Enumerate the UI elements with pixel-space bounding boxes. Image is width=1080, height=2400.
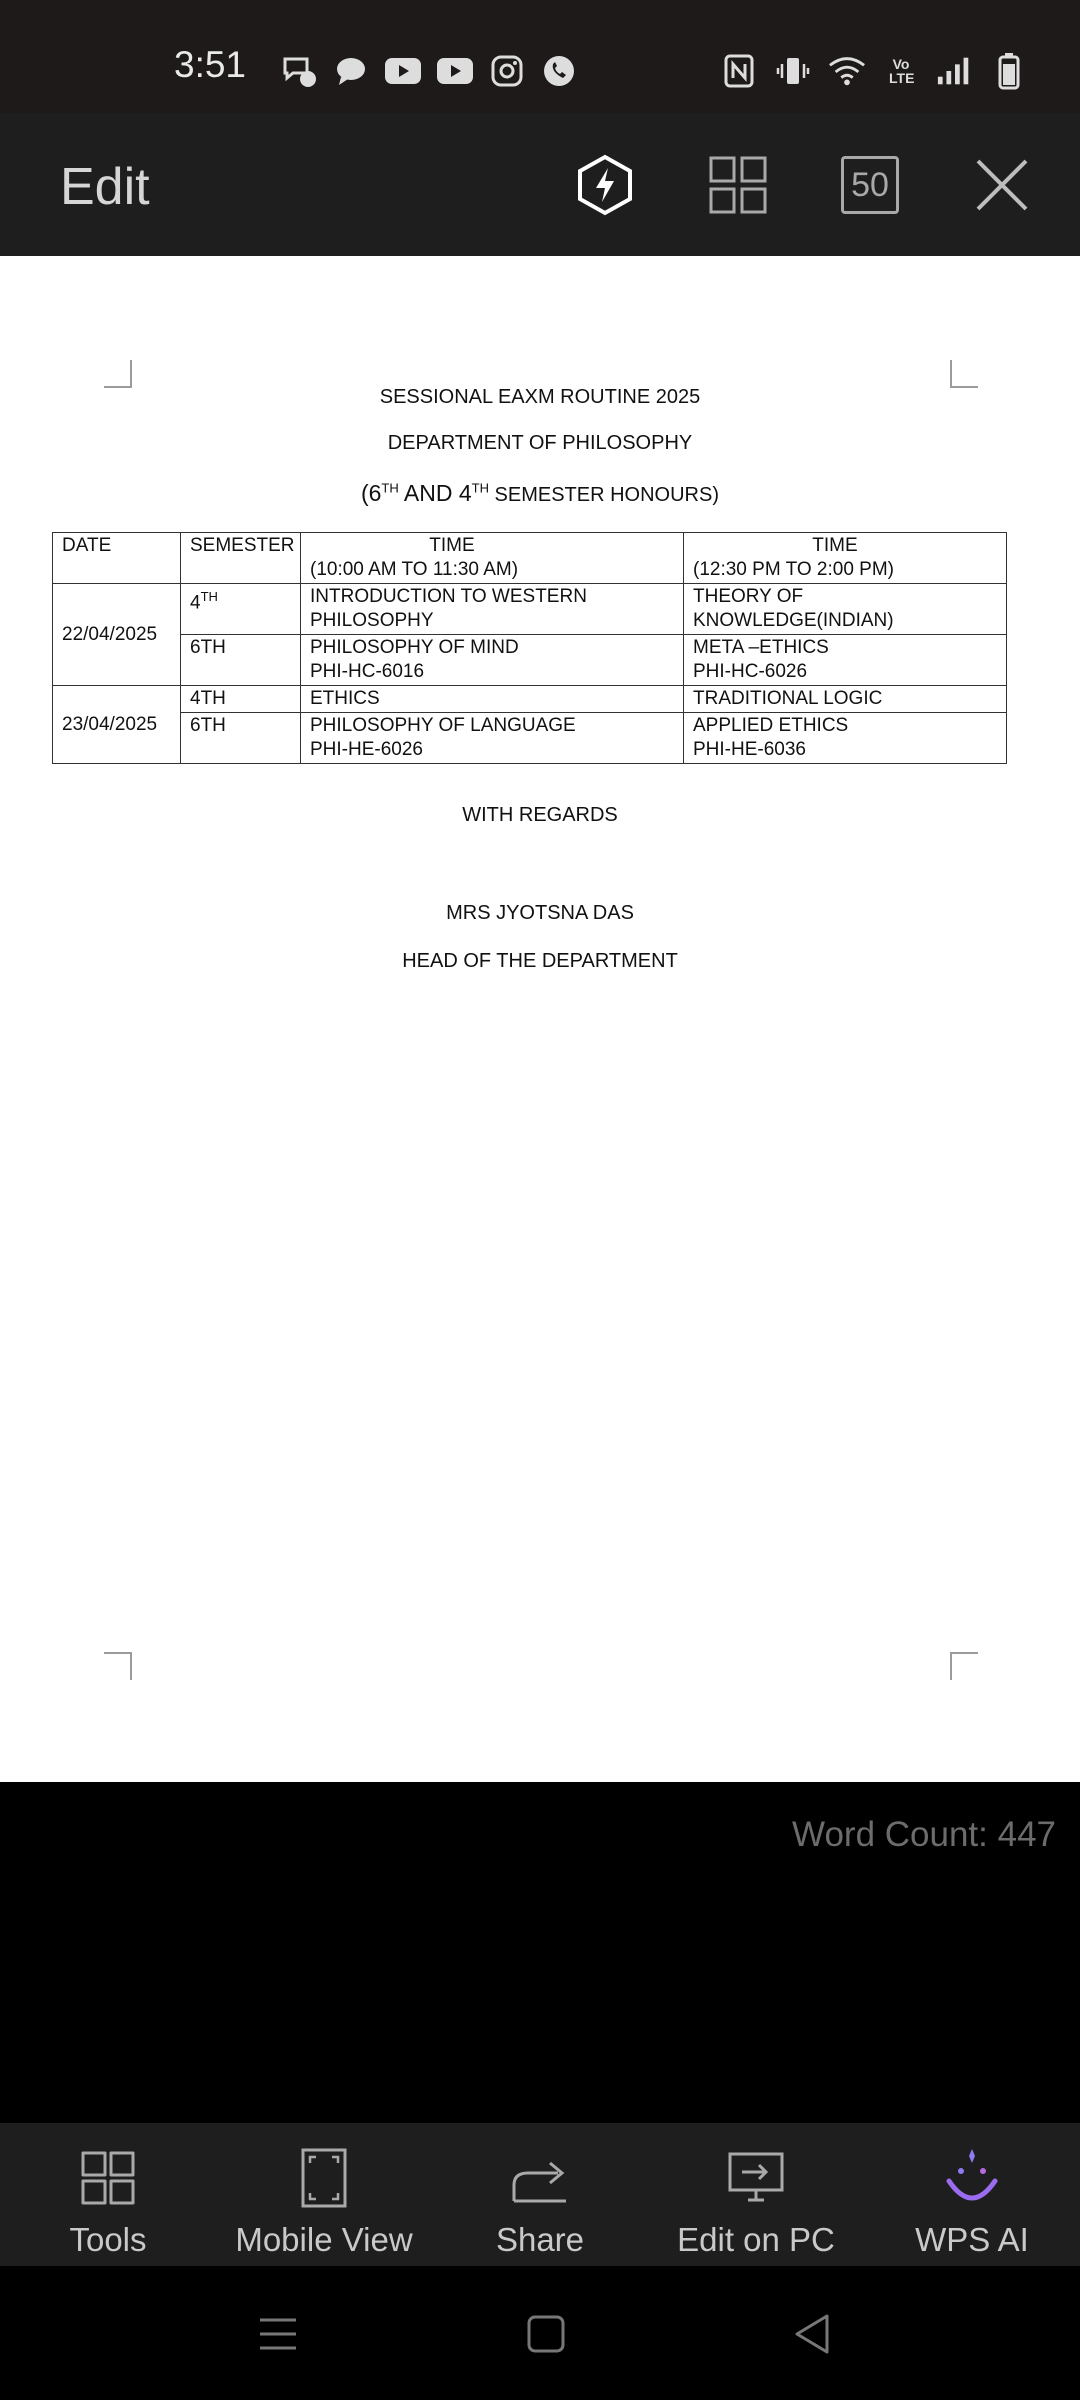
date-cell: 23/04/2025 <box>53 686 181 764</box>
doc-heading-department: DEPARTMENT OF PHILOSOPHY <box>387 432 693 454</box>
messenger-icon <box>280 52 318 90</box>
back-icon[interactable] <box>786 2308 838 2360</box>
tools-label: Tools <box>69 2221 147 2258</box>
doc-regards: WITH REGARDS <box>462 804 618 826</box>
table-header-row <box>53 533 1007 584</box>
signal-icon <box>936 52 974 90</box>
wps-ai-icon <box>937 2143 1007 2213</box>
status-time: 3:51 <box>174 44 247 85</box>
edit-on-pc-icon <box>721 2143 791 2213</box>
doc-heading-semesters: (6TH AND 4TH SEMESTER HONOURS) <box>360 480 720 506</box>
navigation-bar <box>0 2266 1080 2400</box>
table-row <box>53 713 1007 764</box>
menu-icon[interactable] <box>252 2308 304 2360</box>
bottom-toolbar <box>0 2123 1080 2266</box>
slot-morning-cell: PHILOSOPHY OF MIND PHI-HC-6016 <box>301 635 684 686</box>
volte-icon: Vo LTE <box>889 56 915 86</box>
tools-icon <box>73 2143 143 2213</box>
table-row <box>53 584 1007 635</box>
instagram-icon <box>488 52 526 90</box>
semester-cell: 6TH <box>181 635 301 686</box>
page-corner-mark <box>950 360 978 388</box>
word-count: Word Count: 447 <box>792 1815 1056 1854</box>
date-cell: 22/04/2025 <box>53 584 181 686</box>
grid-icon[interactable] <box>702 149 774 221</box>
semester-cell: 4TH <box>181 686 301 713</box>
app-bar <box>0 113 1080 256</box>
doc-designation: HEAD OF THE DEPARTMENT <box>402 950 678 972</box>
share-label: Share <box>495 2221 585 2258</box>
wps-ai-button[interactable] <box>864 2143 1080 2263</box>
mobile-view-label: Mobile View <box>235 2221 413 2258</box>
slot-afternoon-cell: TRADITIONAL LOGIC <box>684 686 1007 713</box>
youtube-icon <box>384 52 422 90</box>
mobile-view-button[interactable] <box>216 2143 432 2263</box>
mobile-view-icon <box>289 2143 359 2213</box>
home-icon[interactable] <box>520 2308 572 2360</box>
close-icon[interactable] <box>966 149 1038 221</box>
slot-morning-cell: PHILOSOPHY OF LANGUAGE PHI-HE-6026 <box>301 713 684 764</box>
table-row <box>53 686 1007 713</box>
tools-button[interactable] <box>0 2143 216 2263</box>
page-corner-mark <box>104 360 132 388</box>
slot-afternoon-cell: APPLIED ETHICS PHI-HE-6036 <box>684 713 1007 764</box>
header-semester: SEMESTER <box>181 533 301 584</box>
slot-morning-cell: ETHICS <box>301 686 684 713</box>
edit-on-pc-label: Edit on PC <box>677 2221 835 2258</box>
battery-icon <box>990 52 1028 90</box>
table-row <box>53 635 1007 686</box>
zoom-box-icon[interactable] <box>834 149 906 221</box>
notification-icons <box>280 52 578 90</box>
document-page[interactable] <box>0 256 1080 1782</box>
phone-app-icon <box>540 52 578 90</box>
chat-bubble-icon <box>332 52 370 90</box>
routine-table <box>52 532 1007 764</box>
slot-morning-cell: INTRODUCTION TO WESTERN PHILOSOPHY <box>301 584 684 635</box>
bolt-hexagon-icon[interactable] <box>569 149 641 221</box>
wps-ai-label: WPS AI <box>915 2221 1029 2258</box>
header-time-morning: TIME (10:00 AM TO 11:30 AM) <box>301 533 684 584</box>
slot-afternoon-cell: META –ETHICS PHI-HC-6026 <box>684 635 1007 686</box>
doc-signatory: MRS JYOTSNA DAS <box>446 902 634 924</box>
page-corner-mark <box>950 1652 978 1680</box>
nfc-icon <box>720 52 758 90</box>
page-corner-mark <box>104 1652 132 1680</box>
zoom-level: 50 <box>841 156 899 214</box>
header-date: DATE <box>53 533 181 584</box>
semester-cell: 4TH <box>181 584 301 635</box>
status-bar <box>0 0 1080 113</box>
youtube-icon <box>436 52 474 90</box>
edit-on-pc-button[interactable] <box>648 2143 864 2263</box>
share-button[interactable] <box>432 2143 648 2263</box>
slot-afternoon-cell: THEORY OF KNOWLEDGE(INDIAN) <box>684 584 1007 635</box>
header-time-afternoon: TIME (12:30 PM TO 2:00 PM) <box>684 533 1007 584</box>
doc-heading-routine: SESSIONAL EAXM ROUTINE 2025 <box>379 386 701 408</box>
edit-title[interactable]: Edit <box>60 158 150 216</box>
wifi-icon <box>828 52 866 90</box>
semester-cell: 6TH <box>181 713 301 764</box>
share-icon <box>505 2143 575 2213</box>
system-icons <box>720 52 1028 90</box>
vibrate-icon <box>774 52 812 90</box>
